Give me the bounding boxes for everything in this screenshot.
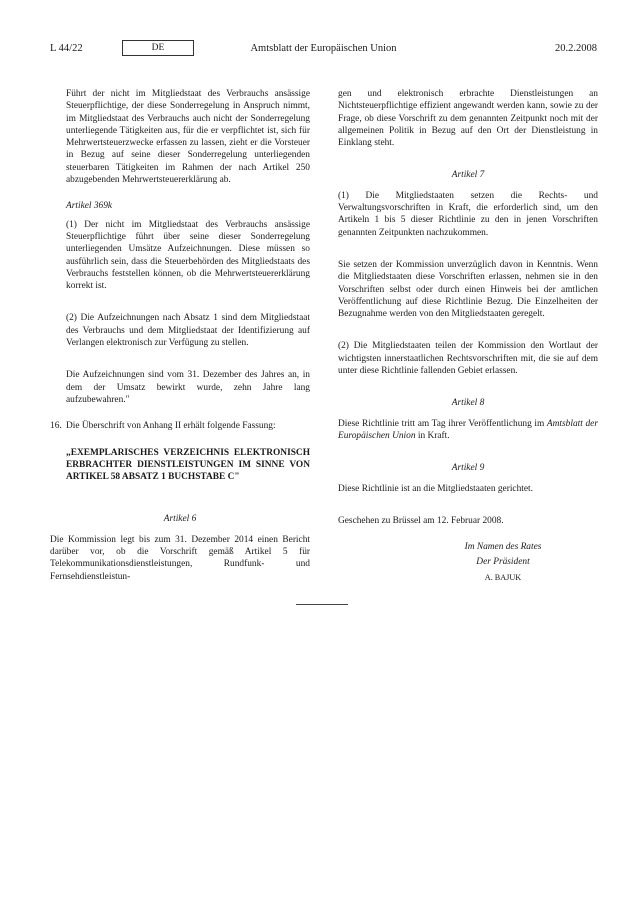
- left-column: [50, 88, 310, 583]
- end-rule: [296, 604, 348, 605]
- article-heading: Artikel 8: [451, 398, 485, 409]
- article-heading: Artikel 369k: [66, 201, 113, 212]
- signatory-name: A. BAJUK: [484, 572, 522, 582]
- right-column: [338, 88, 598, 584]
- paragraph: Die Aufzeichnungen sind vom 31. Dezember des Jahres an, in dem der Umsatz bewirkt wurde, zehn Jahre lang aufzubewahren.": [66, 370, 310, 405]
- closing-line: Geschehen zu Brüssel am 12. Februar 2008.: [338, 515, 504, 526]
- paragraph: (1) Der nicht im Mitgliedstaat des Verbrauchs ansässige Steuerpflichtige führt über seine dieser Sonderregelung unterliegenden Umsätze Aufzeichnungen. Diese müssen so ausführlich sein, dass die Steuerbehörden des Mitgliedstaats des Verbrauchs feststellen können, ob die Mehrwertsteuererklärung korrekt ist.: [66, 219, 310, 292]
- list-item: [50, 420, 310, 432]
- paragraph: [338, 418, 598, 443]
- article-heading: Artikel 7: [451, 170, 485, 181]
- paragraph: (1) Die Mitgliedstaaten setzen die Rechts- und Verwaltungsvorschriften in Kraft, die erforderlich sind, um den Artikeln 1 bis 5 dieser Richtlinie zu den in jenen Vorschriften genannten Zeitpunkten nachzukommen.: [338, 190, 598, 238]
- page-reference: L 44/22: [50, 43, 83, 54]
- list-number: 16.: [50, 421, 62, 432]
- annex-title: „EXEMPLARISCHES VERZEICHNIS ELEKTRONISCH ERBRACHTER DIENSTLEISTUNGEN IM SINNE VON ARTIKEL 58 ABSATZ 1 BUCHSTABE C": [66, 447, 310, 483]
- paragraph: gen und elektronisch erbrachte Dienstleistungen an Nichtsteuerpflichtige effizient angewandt werden kann, sowie zu der Frage, ob diese Vorschrift zu dem genannten Zeitpunkt noch mit der allgemeinen Politik in Bezug auf den Ort der Dienstleistung in Einklang steht.: [338, 89, 598, 149]
- paragraph: Die Überschrift von Anhang II erhält folgende Fassung:: [66, 421, 276, 432]
- article-heading: Artikel 6: [163, 514, 197, 525]
- paragraph: Führt der nicht im Mitgliedstaat des Verbrauchs ansässige Steuerpflichtige, der diese Sonderregelung in Anspruch nimmt, im Mitgliedstaat des Verbrauchs auch nicht der Sonderregelung unterliegende Tätigkeiten aus, für die er verpflichtet ist, sich für Mehrwertsteuerzwecke erfassen zu lassen, zieht er die Vorsteuer in Bezug auf seine dieser Sonderregelung unterliegenden steuerbaren Tätigkeiten im Rahmen der nach Artikel 250 abzugebenden Mehrwertsteuererklärung ab.: [66, 89, 310, 186]
- journal-reference: Amtsblatt der Europäischen Union: [338, 418, 598, 441]
- paragraph: (2) Die Aufzeichnungen nach Absatz 1 sind dem Mitgliedstaat des Verbrauchs und dem Mitgliedstaat der Identifizierung auf Verlangen elektronisch zur Verfügung zu stellen.: [66, 313, 310, 349]
- page-header: [50, 40, 597, 56]
- paragraph: (2) Die Mitgliedstaaten teilen der Kommission den Wortlaut der wichtigsten innerstaatlichen Rechtsvorschriften mit, die sie auf dem unter diese Richtlinie fallenden Gebiet erlassen.: [338, 341, 598, 377]
- language-badge: DE: [122, 40, 194, 56]
- journal-title: Amtsblatt der Europäischen Union: [250, 43, 397, 54]
- article-heading: Artikel 9: [451, 463, 485, 474]
- publication-date: 20.2.2008: [555, 43, 597, 54]
- text-segment: in Kraft.: [415, 430, 450, 441]
- paragraph: Die Kommission legt bis zum 31. Dezember 2014 einen Bericht darüber vor, ob die Vorschrift gemäß Artikel 5 für Telekommunikationsdienstleistungen, Rundfunk- und Fernsehdienstleistun-: [50, 534, 310, 582]
- text-segment: Diese Richtlinie tritt am Tag ihrer Veröffentlichung im: [338, 418, 547, 429]
- signature-line: Im Namen des Rates: [464, 542, 542, 553]
- paragraph: Diese Richtlinie ist an die Mitgliedstaaten gerichtet.: [338, 483, 533, 494]
- signature-line: Der Präsident: [476, 557, 530, 568]
- paragraph: Sie setzen der Kommission unverzüglich davon in Kenntnis. Wenn die Mitgliedstaaten diese Vorschriften erlassen, nehmen sie in den Vorschriften selbst oder durch einen Hinweis bei der amtlichen Veröffentlichung auf diese Richtlinie Bezug. Die Einzelheiten der Bezugnahme werden von den Mitgliedstaaten geregelt.: [338, 259, 598, 320]
